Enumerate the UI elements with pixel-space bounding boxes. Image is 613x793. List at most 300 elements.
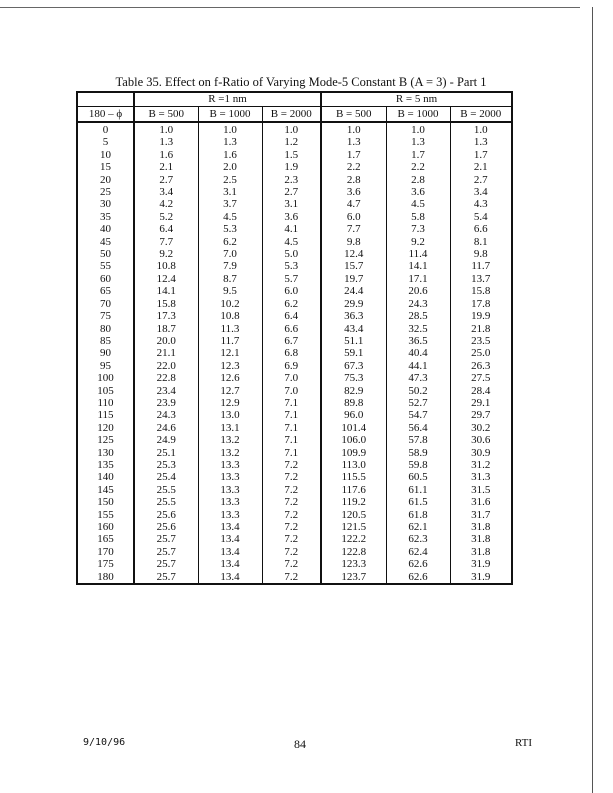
table-cell: 11.4 — [386, 248, 450, 260]
table-cell: 7.0 — [262, 385, 321, 397]
table-cell: 24.9 — [134, 434, 198, 446]
table-cell: 26.3 — [450, 360, 512, 372]
table-cell: 6.9 — [262, 360, 321, 372]
table-cell: 28.5 — [386, 310, 450, 322]
table-cell: 123.7 — [321, 571, 386, 584]
table-cell: 90 — [100, 347, 111, 360]
table-cell: 13.3 — [198, 509, 262, 521]
table-cell: 7.2 — [262, 521, 321, 533]
table-cell: 115.5 — [321, 471, 386, 483]
table-row — [77, 273, 512, 285]
table-cell: 100 — [97, 372, 114, 385]
table-cell: 23.4 — [134, 385, 198, 397]
column-header: B = 500 — [321, 107, 386, 123]
table-row — [77, 323, 512, 335]
table-row — [77, 310, 512, 322]
table-cell: 1.0 — [450, 122, 512, 136]
table-row — [77, 211, 512, 223]
table-cell: 1.0 — [198, 122, 262, 136]
table-cell: 5.0 — [262, 248, 321, 260]
table-cell: 9.2 — [386, 236, 450, 248]
table-row — [77, 459, 512, 471]
table-cell: 19.7 — [321, 273, 386, 285]
table-cell: 9.2 — [134, 248, 198, 260]
table-cell: 65 — [100, 285, 111, 298]
table-cell: 1.2 — [262, 136, 321, 148]
table-cell: 120.5 — [321, 509, 386, 521]
table-cell: 6.7 — [262, 335, 321, 347]
table-row — [77, 149, 512, 161]
table-cell: 5.3 — [262, 260, 321, 272]
table-row — [77, 385, 512, 397]
table-cell: 7.0 — [262, 372, 321, 384]
table-cell: 30.2 — [450, 422, 512, 434]
table-cell: 10.8 — [198, 310, 262, 322]
table-cell: 7.1 — [262, 422, 321, 434]
table-cell: 1.3 — [198, 136, 262, 148]
table-cell: 13.2 — [198, 447, 262, 459]
table-cell: 1.0 — [134, 122, 198, 136]
table-cell: 43.4 — [321, 323, 386, 335]
table-row — [77, 360, 512, 372]
table-cell: 27.5 — [450, 372, 512, 384]
table-cell: 2.5 — [198, 174, 262, 186]
table-cell: 15.8 — [450, 285, 512, 297]
table-cell: 7.7 — [134, 236, 198, 248]
table-cell: 17.3 — [134, 310, 198, 322]
table-cell: 47.3 — [386, 372, 450, 384]
table-cell: 4.5 — [386, 198, 450, 210]
table-cell: 13.4 — [198, 521, 262, 533]
table-cell: 24.3 — [134, 409, 198, 421]
table-cell: 12.1 — [198, 347, 262, 359]
table-cell: 95 — [100, 359, 111, 372]
table-cell: 25.7 — [134, 533, 198, 545]
table-cell: 96.0 — [321, 409, 386, 421]
table-cell: 51.1 — [321, 335, 386, 347]
table-cell: 29.7 — [450, 409, 512, 421]
table-row — [77, 347, 512, 359]
table-cell: 12.6 — [198, 372, 262, 384]
table-cell: 7.1 — [262, 434, 321, 446]
table-cell: 7.2 — [262, 546, 321, 558]
table-cell: 9.8 — [321, 236, 386, 248]
table-cell: 1.6 — [198, 149, 262, 161]
table-cell: 2.7 — [262, 186, 321, 198]
table-cell: 8.7 — [198, 273, 262, 285]
table-cell: 6.0 — [321, 211, 386, 223]
table-cell: 31.2 — [450, 459, 512, 471]
table-cell: 13.1 — [198, 422, 262, 434]
table-cell: 13.3 — [198, 484, 262, 496]
table-cell: 3.7 — [198, 198, 262, 210]
table-cell: 13.4 — [198, 558, 262, 570]
table-cell: 62.6 — [386, 558, 450, 570]
table-cell: 3.1 — [198, 186, 262, 198]
table-cell: 62.4 — [386, 546, 450, 558]
table-cell: 1.6 — [134, 149, 198, 161]
column-header: 180 – ϕ — [77, 107, 134, 123]
table-cell: 80 — [100, 322, 111, 335]
table-row — [77, 422, 512, 434]
table-cell: 25.6 — [134, 509, 198, 521]
table-cell: 4.5 — [198, 211, 262, 223]
table-row — [77, 533, 512, 545]
table-cell: 29.1 — [450, 397, 512, 409]
table-cell: 25 — [100, 186, 111, 199]
table-cell: 25.7 — [134, 546, 198, 558]
table-cell: 31.8 — [450, 521, 512, 533]
table-cell: 54.7 — [386, 409, 450, 421]
table-cell: 61.1 — [386, 484, 450, 496]
table-cell: 110 — [97, 396, 114, 409]
table-row — [77, 409, 512, 421]
table-cell: 122.2 — [321, 533, 386, 545]
table-cell: 117.6 — [321, 484, 386, 496]
table-cell: 62.3 — [386, 533, 450, 545]
table-cell: 1.7 — [321, 149, 386, 161]
table-row — [77, 509, 512, 521]
table-cell: 31.7 — [450, 509, 512, 521]
table-cell: 60.5 — [386, 471, 450, 483]
table-row — [77, 174, 512, 186]
table-cell: 31.9 — [450, 571, 512, 584]
table-cell: 11.7 — [450, 260, 512, 272]
table-row — [77, 496, 512, 508]
table-cell: 1.7 — [386, 149, 450, 161]
table-cell: 5.3 — [198, 223, 262, 235]
table-cell: 31.9 — [450, 558, 512, 570]
table-cell: 3.1 — [262, 198, 321, 210]
table-row — [77, 223, 512, 235]
table-cell: 3.4 — [134, 186, 198, 198]
table-cell: 10.8 — [134, 260, 198, 272]
table-cell: 31.6 — [450, 496, 512, 508]
table-cell: 22.0 — [134, 360, 198, 372]
table-cell: 20.0 — [134, 335, 198, 347]
table-cell: 28.4 — [450, 385, 512, 397]
table-row — [77, 447, 512, 459]
table-cell: 31.3 — [450, 471, 512, 483]
table-cell: 13.4 — [198, 533, 262, 545]
table-cell: 75.3 — [321, 372, 386, 384]
table-cell: 11.7 — [198, 335, 262, 347]
table-cell: 9.8 — [450, 248, 512, 260]
table-cell: 25.0 — [450, 347, 512, 359]
table-cell: 130 — [97, 446, 114, 459]
table-cell: 4.1 — [262, 223, 321, 235]
table-cell: 7.2 — [262, 459, 321, 471]
table-cell: 23.5 — [450, 335, 512, 347]
table-cell: 82.9 — [321, 385, 386, 397]
table-cell: 24.4 — [321, 285, 386, 297]
table-row — [77, 434, 512, 446]
table-cell: 2.7 — [450, 174, 512, 186]
table-row — [77, 161, 512, 173]
table-row — [77, 136, 512, 148]
table-cell: 12.4 — [321, 248, 386, 260]
table-cell: 5 — [102, 136, 109, 149]
table-cell: 2.2 — [321, 161, 386, 173]
table-cell: 4.2 — [134, 198, 198, 210]
group-header-r5: R = 5 nm — [321, 92, 512, 107]
table-cell: 1.3 — [321, 136, 386, 148]
table-cell: 17.1 — [386, 273, 450, 285]
table-cell: 10 — [100, 148, 111, 161]
table-cell: 23.9 — [134, 397, 198, 409]
table-cell: 6.6 — [450, 223, 512, 235]
table-cell: 1.7 — [450, 149, 512, 161]
table-row — [77, 521, 512, 533]
table-cell: 61.8 — [386, 509, 450, 521]
table-cell: 50.2 — [386, 385, 450, 397]
table-cell: 60 — [100, 272, 111, 285]
table-cell: 14.1 — [134, 285, 198, 297]
page-number: 84 — [294, 737, 306, 751]
table-row — [77, 248, 512, 260]
table-cell: 7.2 — [262, 558, 321, 570]
table-cell: 59.8 — [386, 459, 450, 471]
table-cell: 62.1 — [386, 521, 450, 533]
table-cell: 6.2 — [198, 236, 262, 248]
table-cell: 175 — [97, 558, 114, 571]
table-cell: 45 — [100, 235, 111, 248]
table-cell: 57.8 — [386, 434, 450, 446]
table-cell: 15.7 — [321, 260, 386, 272]
table-cell: 180 — [97, 570, 114, 583]
table-cell: 7.3 — [386, 223, 450, 235]
table-cell: 7.1 — [262, 409, 321, 421]
table-cell: 1.3 — [450, 136, 512, 148]
table-row — [77, 186, 512, 198]
table-cell: 1.0 — [321, 122, 386, 136]
table-cell: 32.5 — [386, 323, 450, 335]
table-cell: 56.4 — [386, 422, 450, 434]
table-cell: 40.4 — [386, 347, 450, 359]
table-cell: 165 — [97, 533, 114, 546]
table-cell: 170 — [97, 545, 114, 558]
table-row — [77, 484, 512, 496]
table-cell: 2.1 — [450, 161, 512, 173]
table-cell: 13.2 — [198, 434, 262, 446]
table-cell: 7.2 — [262, 571, 321, 584]
table-cell: 105 — [97, 384, 114, 397]
table-cell: 7.2 — [262, 533, 321, 545]
table-cell: 109.9 — [321, 447, 386, 459]
table-title: Table 35. Effect on f-Ratio of Varying Mode-5 Constant B (A = 3) - Part 1 — [115, 75, 487, 89]
table-cell: 140 — [97, 471, 114, 484]
table-cell: 120 — [97, 421, 114, 434]
table-row — [77, 236, 512, 248]
table-cell: 6.4 — [262, 310, 321, 322]
table-cell: 13.7 — [450, 273, 512, 285]
table-cell: 7.2 — [262, 509, 321, 521]
table-cell: 58.9 — [386, 447, 450, 459]
table-row — [77, 546, 512, 558]
table-cell: 1.9 — [262, 161, 321, 173]
table-cell: 7.0 — [198, 248, 262, 260]
table-row — [77, 260, 512, 272]
table-cell: 5.7 — [262, 273, 321, 285]
table-cell: 21.8 — [450, 323, 512, 335]
data-table — [76, 91, 513, 585]
table-cell: 85 — [100, 334, 111, 347]
table-cell: 13.4 — [198, 546, 262, 558]
table-cell: 30.9 — [450, 447, 512, 459]
table-cell: 8.1 — [450, 236, 512, 248]
group-header-blank — [77, 92, 134, 107]
table-cell: 11.3 — [198, 323, 262, 335]
table-cell: 155 — [97, 508, 114, 521]
table-cell: 67.3 — [321, 360, 386, 372]
table-cell: 25.3 — [134, 459, 198, 471]
table-cell: 36.5 — [386, 335, 450, 347]
table-cell: 7.1 — [262, 447, 321, 459]
table-cell: 31.8 — [450, 533, 512, 545]
table-cell: 20 — [100, 173, 111, 186]
table-cell: 89.8 — [321, 397, 386, 409]
table-cell: 25.7 — [134, 571, 198, 584]
table-row — [77, 471, 512, 483]
right-rule — [592, 7, 593, 793]
table-cell: 2.2 — [386, 161, 450, 173]
column-header: B = 2000 — [262, 107, 321, 123]
table-cell: 101.4 — [321, 422, 386, 434]
top-rule — [0, 7, 580, 8]
table-cell: 13.0 — [198, 409, 262, 421]
table-cell: 25.7 — [134, 558, 198, 570]
table-cell: 2.8 — [321, 174, 386, 186]
table-cell: 70 — [100, 297, 111, 310]
table-cell: 17.8 — [450, 298, 512, 310]
group-header-r1: R =1 nm — [134, 92, 321, 107]
table-cell: 24.3 — [386, 298, 450, 310]
table-cell: 3.6 — [386, 186, 450, 198]
table-cell: 52.7 — [386, 397, 450, 409]
table-cell: 1.3 — [386, 136, 450, 148]
table-cell: 30.6 — [450, 434, 512, 446]
table-cell: 1.3 — [134, 136, 198, 148]
table-cell: 2.7 — [134, 174, 198, 186]
table-cell: 7.2 — [262, 484, 321, 496]
table-cell: 1.0 — [386, 122, 450, 136]
table-cell: 5.2 — [134, 211, 198, 223]
column-header: B = 2000 — [450, 107, 512, 123]
table-row — [77, 335, 512, 347]
table-cell: 44.1 — [386, 360, 450, 372]
table-cell: 135 — [97, 458, 114, 471]
table-cell: 1.5 — [262, 149, 321, 161]
table-row — [77, 571, 512, 584]
table-cell: 31.8 — [450, 546, 512, 558]
table-cell: 4.3 — [450, 198, 512, 210]
table-cell: 2.3 — [262, 174, 321, 186]
table-cell: 61.5 — [386, 496, 450, 508]
table-row — [77, 122, 512, 136]
table-cell: 25.6 — [134, 521, 198, 533]
table-cell: 6.4 — [134, 223, 198, 235]
table-row — [77, 397, 512, 409]
table-cell: 25.1 — [134, 447, 198, 459]
table-cell: 0 — [102, 124, 109, 136]
table-cell: 7.1 — [262, 397, 321, 409]
table-cell: 7.2 — [262, 471, 321, 483]
table-cell: 150 — [97, 496, 114, 509]
table-cell: 25.4 — [134, 471, 198, 483]
table-cell: 10.2 — [198, 298, 262, 310]
table-cell: 20.6 — [386, 285, 450, 297]
table-cell: 6.2 — [262, 298, 321, 310]
table-cell: 35 — [100, 210, 111, 223]
table-cell: 36.3 — [321, 310, 386, 322]
table-cell: 106.0 — [321, 434, 386, 446]
table-cell: 123.3 — [321, 558, 386, 570]
table-cell: 5.8 — [386, 211, 450, 223]
table-cell: 25.5 — [134, 484, 198, 496]
table-cell: 122.8 — [321, 546, 386, 558]
table-cell: 24.6 — [134, 422, 198, 434]
table-cell: 12.4 — [134, 273, 198, 285]
table-cell: 22.8 — [134, 372, 198, 384]
table-cell: 3.6 — [321, 186, 386, 198]
footer-date: 9/10/96 — [83, 737, 126, 748]
table-cell: 7.2 — [262, 496, 321, 508]
table-cell: 6.8 — [262, 347, 321, 359]
table-cell: 3.4 — [450, 186, 512, 198]
table-cell: 55 — [100, 260, 111, 273]
table-cell: 13.3 — [198, 471, 262, 483]
table-cell: 31.5 — [450, 484, 512, 496]
table-cell: 40 — [100, 223, 111, 236]
table-cell: 15.8 — [134, 298, 198, 310]
table-cell: 9.5 — [198, 285, 262, 297]
table-cell: 113.0 — [321, 459, 386, 471]
table-cell: 25.5 — [134, 496, 198, 508]
table-cell: 115 — [97, 409, 114, 422]
table-cell: 12.7 — [198, 385, 262, 397]
table-cell: 12.9 — [198, 397, 262, 409]
table-cell: 119.2 — [321, 496, 386, 508]
table-cell: 125 — [97, 434, 114, 447]
table-cell: 62.6 — [386, 571, 450, 584]
table-cell: 6.0 — [262, 285, 321, 297]
table-cell: 3.6 — [262, 211, 321, 223]
column-header: B = 1000 — [386, 107, 450, 123]
table-cell: 2.1 — [134, 161, 198, 173]
table-cell: 12.3 — [198, 360, 262, 372]
table-row — [77, 285, 512, 297]
table-cell: 13.3 — [198, 496, 262, 508]
table-row — [77, 198, 512, 210]
table-cell: 50 — [100, 248, 111, 261]
table-cell: 4.7 — [321, 198, 386, 210]
table-cell: 13.3 — [198, 459, 262, 471]
table-cell: 160 — [97, 521, 114, 533]
table-cell: 59.1 — [321, 347, 386, 359]
table-cell: 29.9 — [321, 298, 386, 310]
table-cell: 2.8 — [386, 174, 450, 186]
table-row — [77, 372, 512, 384]
table-cell: 1.0 — [262, 122, 321, 136]
table-cell: 30 — [100, 198, 111, 211]
table-cell: 121.5 — [321, 521, 386, 533]
table-row — [77, 298, 512, 310]
table-row — [77, 558, 512, 570]
column-header: B = 1000 — [198, 107, 262, 123]
footer-org: RTI — [515, 737, 533, 749]
table-cell: 7.7 — [321, 223, 386, 235]
table-cell: 21.1 — [134, 347, 198, 359]
